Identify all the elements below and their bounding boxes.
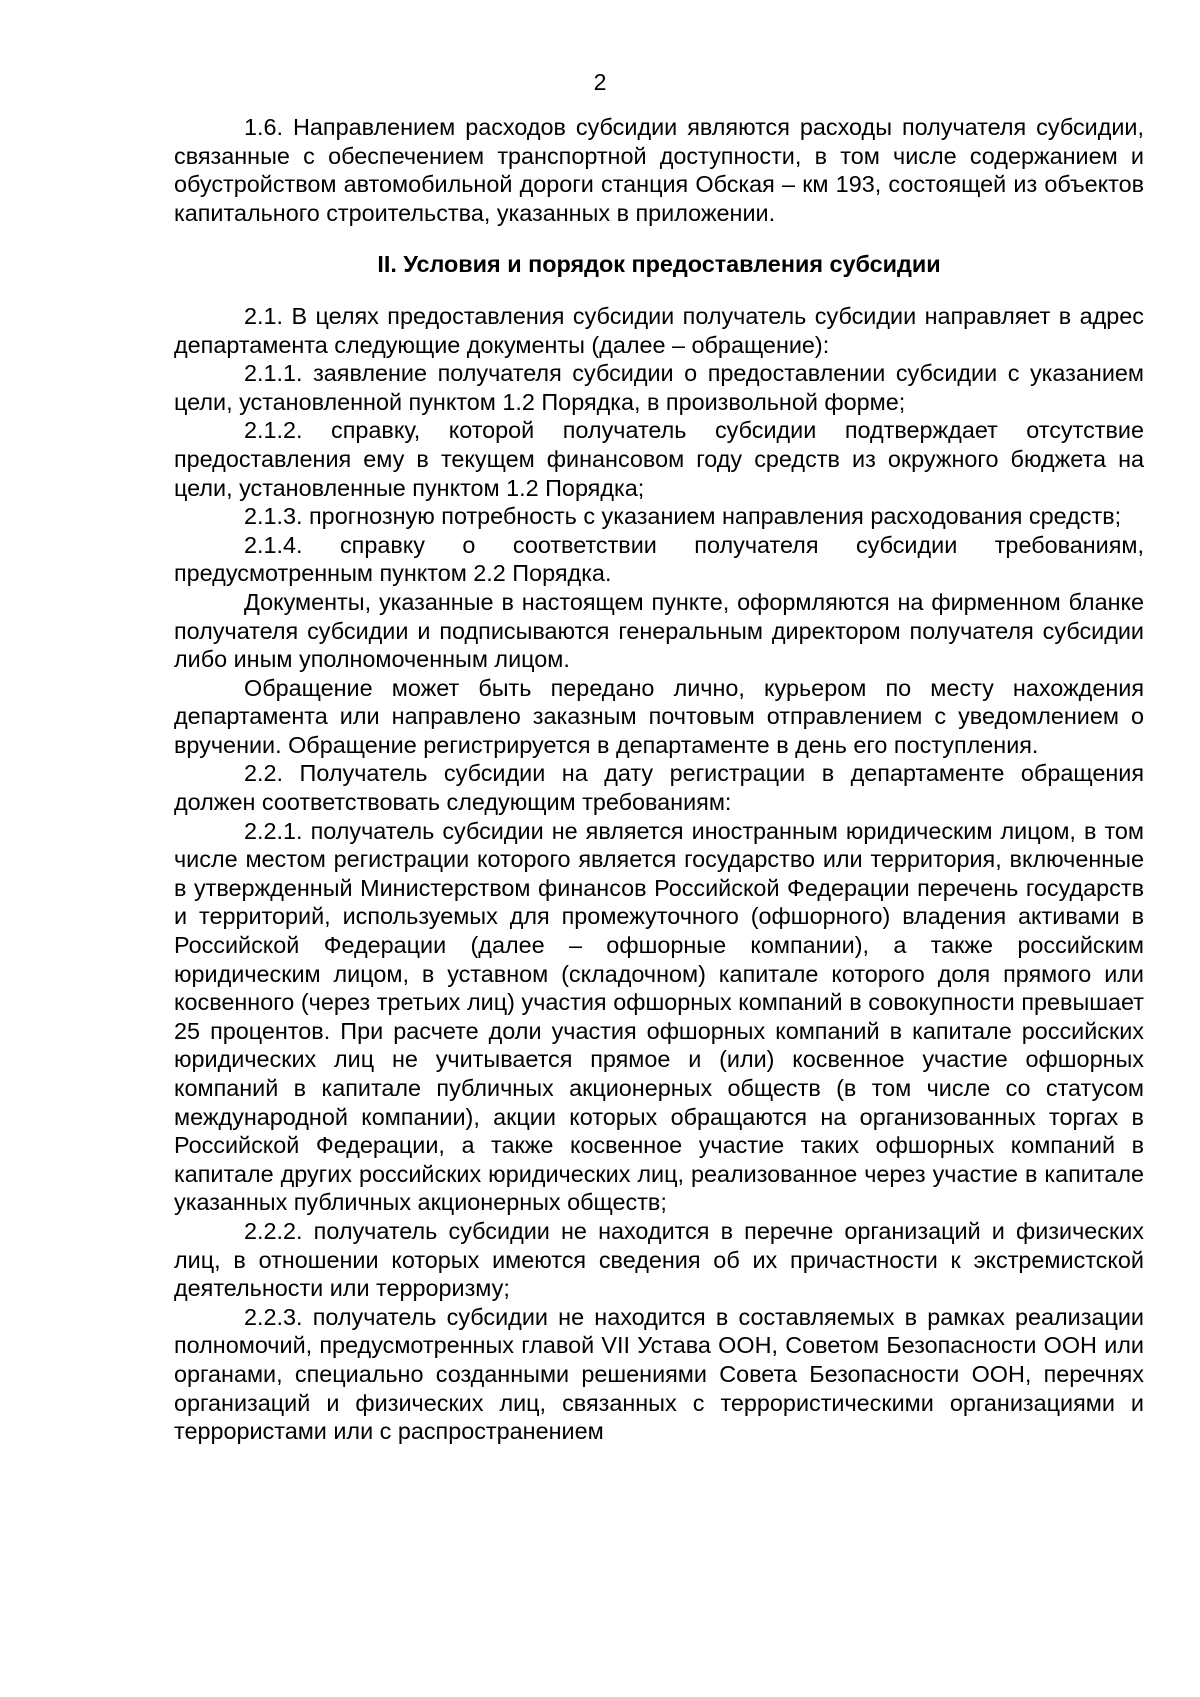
section-heading: II. Условия и порядок предоставления субсидии (377, 251, 941, 278)
document-body (174, 113, 1144, 1446)
paragraph-2-2-3: 2.2.3. получатель субсидии не находится в составляемых в рамках реализации полномочий, предусмотренных главой VII Устава ООН, Советом Безопасности ООН или органами, специально созданными решениями Совета Безопасности ООН, перечнях организаций и физических лиц, связанных с террористическими организациями и террористами или с распространением (174, 1303, 1144, 1445)
paragraph-2-1-4: 2.1.4. справку о соответствии получателя субсидии требованиям, предусмотренным пунктом 2.2 Порядка. (174, 531, 1144, 587)
page-number: 2 (593, 69, 607, 95)
paragraph-2-2-1: 2.2.1. получатель субсидии не является иностранным юридическим лицом, в том числе местом регистрации которого является государство или территория, включенные в утвержденный Министерством финансов Российской Федерации перечень государств и территорий, используемых для промежуточного (офшорного) владения активами в Российской Федерации (далее – офшорные компании), а также российским юридическим лицом, в уставном (складочном) капитале которого доля прямого или косвенного (через третьих лиц) участия офшорных компаний в совокупности превышает 25 процентов. При расчете доли участия офшорных компаний в капитале российских юридических лиц не учитывается прямое и (или) косвенное участие офшорных компаний в капитале публичных акционерных обществ (в том числе со статусом международной компании), акции которых обращаются на организованных торгах в Российской Федерации, а также косвенное участие таких офшорных компаний в капитале других российских юридических лиц, реализованное через участие в капитале указанных публичных акционерных обществ; (174, 817, 1144, 1216)
paragraph-2-2: 2.2. Получатель субсидии на дату регистрации в департаменте обращения должен соответствовать следующим требованиям: (174, 760, 1144, 816)
paragraph-documents: Документы, указанные в настоящем пункте, оформляются на фирменном бланке получателя субсидии и подписываются генеральным директором получателя субсидии либо иным уполномоченным лицом. (174, 588, 1144, 673)
paragraph-2-1-2: 2.1.2. справку, которой получатель субсидии подтверждает отсутствие предоставления ему в текущем финансовом году средств из окружного бюджета на цели, установленные пунктом 1.2 Порядка; (174, 417, 1144, 501)
paragraph-2-1: 2.1. В целях предоставления субсидии получатель субсидии направляет в адрес департамента следующие документы (далее – обращение): (174, 302, 1144, 358)
paragraph-2-2-2: 2.2.2. получатель субсидии не находится в перечне организаций и физических лиц, в отношении которых имеются сведения об их причастности к экстремистской деятельности или терроризму; (174, 1217, 1144, 1302)
paragraph-submission: Обращение может быть передано лично, курьером по месту нахождения департамента или направлено заказным почтовым отправлением с уведомлением о вручении. Обращение регистрируется в департаменте в день его поступления. (174, 674, 1144, 758)
paragraph-2-1-1: 2.1.1. заявление получателя субсидии о предоставлении субсидии с указанием цели, установленной пунктом 1.2 Порядка, в произвольной форме; (174, 360, 1144, 415)
paragraph-1-6: 1.6. Направлением расходов субсидии являются расходы получателя субсидии, связанные с обеспечением транспортной доступности, в том числе содержанием и обустройством автомобильной дороги станция Обская – км 193, состоящей из объектов капитального строительства, указанных в приложении. (174, 114, 1144, 226)
paragraph-2-1-3: 2.1.3. прогнозную потребность с указанием направления расходования средств; (244, 503, 1122, 530)
